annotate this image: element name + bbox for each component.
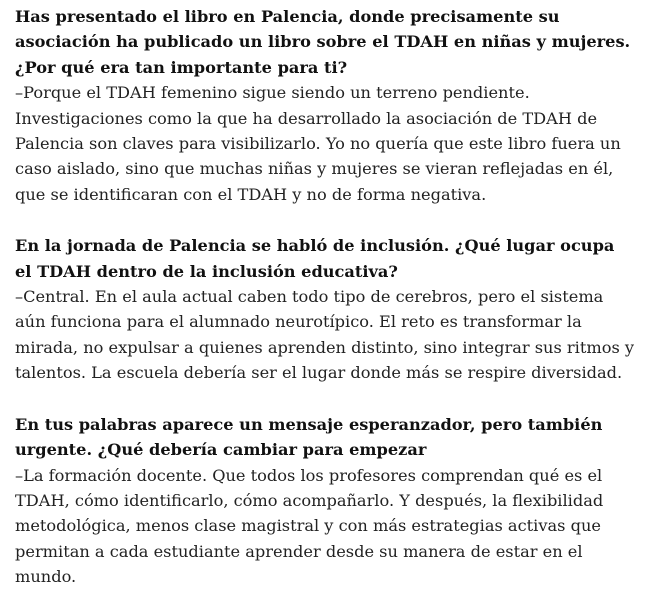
interview-answer: –Central. En el aula actual caben todo tipo de cerebros, pero el sistema aún funciona para el alumnado neurotípico. El reto es transformar la mirada, no expulsar a quienes aprenden distinto, sino integrar sus ritmos y talentos. La escuela debería ser el lugar donde más se respire diversidad. [15,287,635,383]
interview-question: En la jornada de Palencia se habló de inclusión. ¿Qué lugar ocupa el TDAH dentro de la inclusión educativa? [15,236,615,281]
interview-question: En tus palabras aparece un mensaje esperanzador, pero también urgente. ¿Qué debería cambiar para empezar [15,414,603,460]
interview-question: Has presentado el libro en Palencia, donde precisamente su asociación ha publicado un libro sobre el TDAH en niñas y mujeres. ¿Por qué era tan importante para ti? [15,7,631,77]
qa-block-inclusion [15,233,635,385]
qa-block-palencia-book [15,4,635,207]
qa-block-change [15,412,635,590]
interview-answer: –Porque el TDAH femenino sigue siendo un terreno pendiente. Investigaciones como la que ha desarrollado la asociación de TDAH de Palencia son claves para visibilizarlo. Yo no quería que este libro fuera un caso aislado, sino que muchas niñas y mujeres se vieran reflejadas en él, que se identificaran con el TDAH y no de forma negativa. [15,83,621,204]
interview-answer: –La formación docente. Que todos los profesores comprendan qué es el TDAH, cómo identificarlo, cómo acompañarlo. Y después, la flexibilidad metodológica, menos clase magistral y con más estrategias activas que permitan a cada estudiante aprender desde su manera de estar en el mundo. [15,465,604,587]
